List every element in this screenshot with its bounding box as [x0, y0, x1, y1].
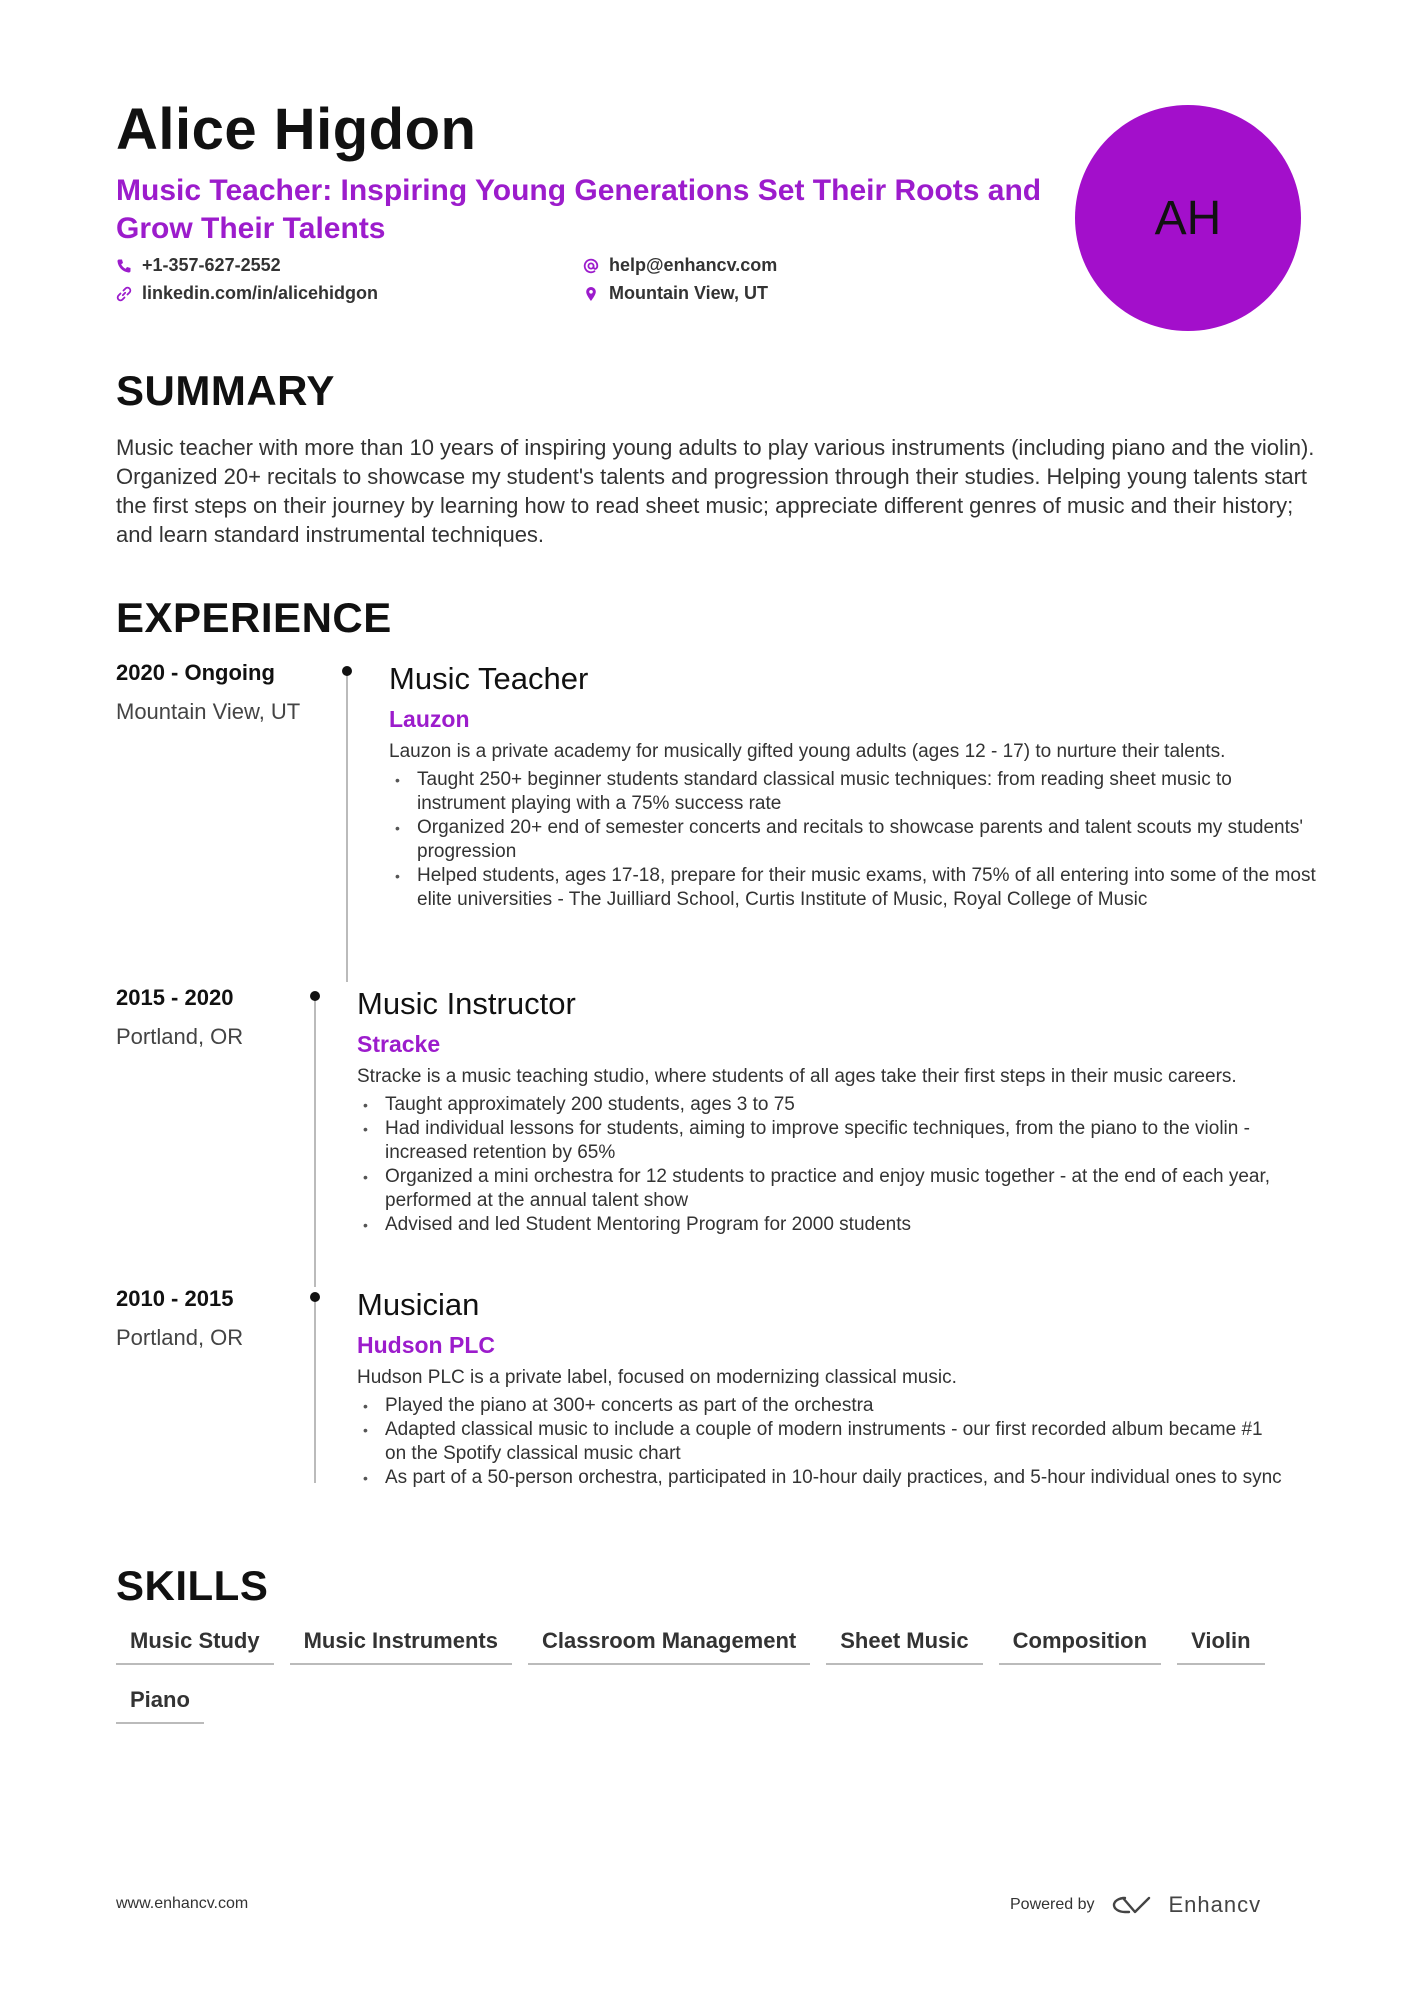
experience-bullet: • Organized 20+ end of semester concerts and recitals to showcase parents and talent scouts my students' progression [389, 816, 1319, 864]
experience-date: 2015 - 2020 [116, 985, 234, 1010]
candidate-name: Alice Higdon [116, 97, 477, 162]
at-icon [583, 258, 599, 274]
skills-list [116, 1628, 1316, 1724]
contact-email-text: help@enhancv.com [609, 255, 778, 275]
timeline-line [314, 997, 316, 1287]
experience-bullet: • Had individual lessons for students, aiming to improve specific techniques, from the piano to the violin - increased retention by 65% [357, 1117, 1287, 1165]
skill-tag: Music Study [116, 1628, 274, 1665]
location-pin-icon [583, 286, 599, 302]
contact-location-text: Mountain View, UT [609, 283, 769, 303]
candidate-tagline: Music Teacher: Inspiring Young Generations Set Their Roots and Grow Their Talents [116, 174, 1042, 245]
skill-tag: Composition [999, 1628, 1161, 1665]
contact-linkedin-text: linkedin.com/in/alicehidgon [142, 283, 379, 303]
experience-bullet: • Taught 250+ beginner students standard classical music techniques: from reading sheet music to instrument playing with a 75% success rate [389, 768, 1319, 816]
timeline-dot [342, 666, 352, 676]
experience-bullets [357, 1093, 1287, 1237]
experience-entry [389, 660, 1319, 912]
skill-tag: Music Instruments [290, 1628, 512, 1665]
skill-tag: Sheet Music [826, 1628, 982, 1665]
footer-url[interactable]: www.enhancv.com [116, 1895, 249, 1912]
experience-bullet: • As part of a 50-person orchestra, participated in 10-hour daily practices, and 5-hour individual ones to sync [357, 1466, 1287, 1490]
experience-bullets [389, 768, 1319, 912]
phone-icon [116, 258, 132, 274]
experience-bullet: • Organized a mini orchestra for 12 students to practice and enjoy music together - at the end of each year, performed at the annual talent show [357, 1165, 1287, 1213]
experience-location: Mountain View, UT [116, 699, 301, 724]
enhancv-logo-icon [1109, 1892, 1155, 1918]
experience-company: Stracke [357, 1031, 441, 1057]
contact-linkedin[interactable] [116, 283, 378, 304]
powered-by [1010, 1892, 1261, 1918]
timeline-line [346, 672, 348, 982]
experience-bullet: • Adapted classical music to include a couple of modern instruments - our first recorded album became #1 on the Spotify classical music chart [357, 1418, 1287, 1466]
experience-heading: EXPERIENCE [116, 594, 392, 641]
experience-description: Stracke is a music teaching studio, where students of all ages take their first steps in their music careers. [357, 1066, 1237, 1087]
experience-entry [357, 1286, 1287, 1490]
experience-role: Music Teacher [389, 661, 589, 696]
contact-email[interactable] [583, 255, 777, 276]
skill-tag: Piano [116, 1687, 204, 1724]
contact-phone-text: +1-357-627-2552 [142, 255, 281, 275]
experience-bullet: • Played the piano at 300+ concerts as part of the orchestra [357, 1394, 1287, 1418]
experience-bullets [357, 1394, 1287, 1490]
experience-description: Lauzon is a private academy for musically gifted young adults (ages 12 - 17) to nurture their talents. [389, 741, 1226, 762]
experience-company: Hudson PLC [357, 1332, 495, 1358]
experience-location: Portland, OR [116, 1024, 244, 1049]
contact-phone [116, 255, 281, 276]
experience-date: 2020 - Ongoing [116, 660, 275, 685]
link-icon [116, 286, 132, 302]
powered-by-label: Powered by [1010, 1896, 1095, 1913]
experience-role: Music Instructor [357, 986, 576, 1021]
experience-date: 2010 - 2015 [116, 1286, 234, 1311]
avatar [1075, 105, 1301, 331]
experience-company: Lauzon [389, 706, 470, 732]
skill-tag: Classroom Management [528, 1628, 810, 1665]
skill-tag: Violin [1177, 1628, 1265, 1665]
experience-bullet: • Helped students, ages 17-18, prepare for their music exams, with 75% of all entering into some of the most elite universities - The Juilliard School, Curtis Institute of Music, Royal College of Music [389, 864, 1319, 912]
avatar-initials: AH [1154, 191, 1222, 245]
timeline-dot [310, 1292, 320, 1302]
timeline-line [314, 1298, 316, 1483]
experience-entry [357, 985, 1287, 1237]
experience-role: Musician [357, 1287, 480, 1322]
skills-heading: SKILLS [116, 1562, 269, 1609]
experience-location: Portland, OR [116, 1325, 244, 1350]
contact-location [583, 283, 768, 304]
experience-bullet: • Advised and led Student Mentoring Program for 2000 students [357, 1213, 1287, 1237]
summary-heading: SUMMARY [116, 367, 335, 414]
experience-description: Hudson PLC is a private label, focused on modernizing classical music. [357, 1367, 957, 1388]
timeline-dot [310, 991, 320, 1001]
experience-bullet: • Taught approximately 200 students, ages 3 to 75 [357, 1093, 1287, 1117]
brand-name: Enhancv [1168, 1892, 1262, 1917]
summary-text: Music teacher with more than 10 years of inspiring young adults to play various instruments (including piano and the violin). Organized 20+ recitals to showcase my student's talents and progression through their studies. Helping young talents start the first steps on their journey by learning how to read sheet music; appreciate different genres of music and their history; and learn standard instrumental techniques. [116, 435, 1315, 547]
